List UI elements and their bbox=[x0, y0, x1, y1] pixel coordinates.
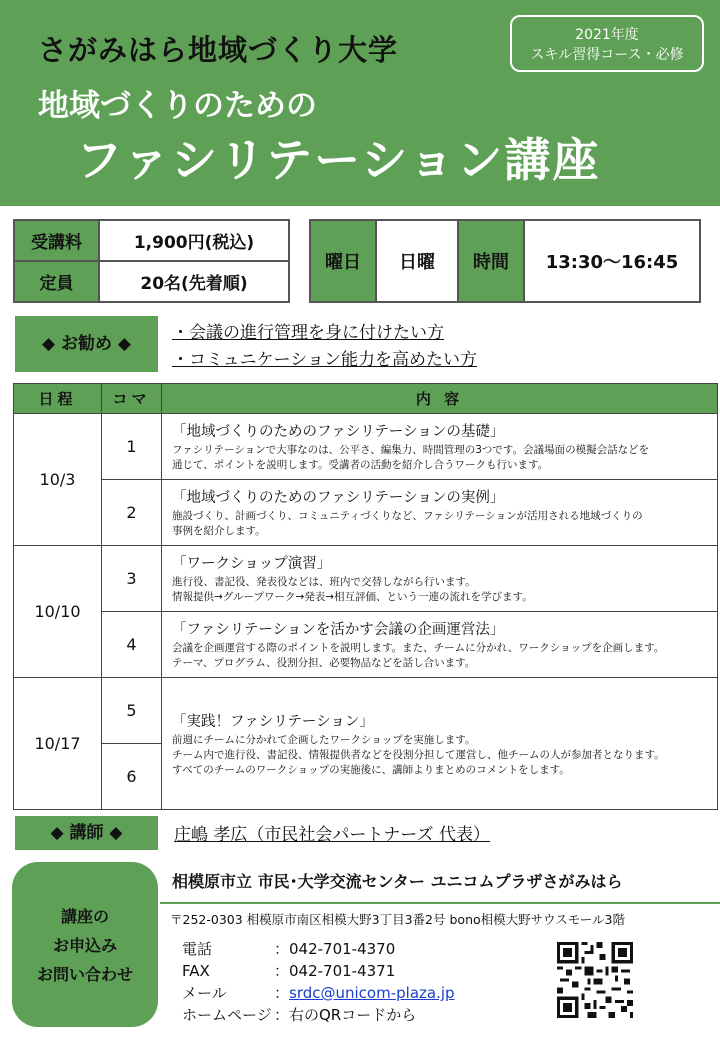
lecturer-name: 庄嶋 孝広（市民社会パートナーズ 代表） bbox=[174, 825, 490, 845]
program-table bbox=[13, 383, 718, 810]
header-date: 日程 bbox=[14, 384, 102, 414]
capacity-value: 20名(先着順) bbox=[99, 261, 289, 302]
session-title: 「地域づくりのためのファシリテーションの基礎」 bbox=[172, 424, 505, 440]
session-desc: 事例を紹介します。 bbox=[172, 525, 266, 537]
session-desc: 前週にチームに分かれて企画したワークショップを実施します。 bbox=[172, 733, 476, 746]
phone-value: ：042-701-4370 bbox=[274, 940, 396, 958]
time-value: 13:30〜16:45 bbox=[524, 220, 700, 302]
contact-info bbox=[182, 938, 455, 1026]
table-row bbox=[14, 678, 718, 744]
fax-value: ：042-701-4371 bbox=[274, 962, 396, 980]
contact-label-line: 講座の bbox=[60, 907, 109, 926]
organization-name: 相模原市立 市民･大学交流センター ユニコムプラザさがみはら bbox=[172, 872, 623, 891]
capacity-label: 定員 bbox=[14, 261, 99, 302]
course-type: スキル習得コース・必修 bbox=[530, 47, 684, 63]
table-row bbox=[14, 612, 718, 678]
session-desc: ファシリテーションで大事なのは、公平さ、編集力、時間管理の3つです。会議場面の模擬会話などを bbox=[172, 444, 650, 456]
session-title: 「地域づくりのためのファシリテーションの実例」 bbox=[172, 490, 505, 506]
fee-value: 1,900円(税込) bbox=[99, 220, 289, 261]
divider bbox=[160, 902, 720, 904]
recommend-item: ・会議の進行管理を身に付けたい方 bbox=[172, 323, 444, 343]
session-title: 「ワークショップ演習」 bbox=[172, 556, 332, 572]
fee-label: 受講料 bbox=[14, 220, 99, 261]
session-desc: チーム内で進行役、書記役、情報提供者などを役割分担して運営し、他チームの人が参加者となります。 bbox=[172, 748, 665, 761]
year-badge bbox=[510, 15, 704, 72]
header-koma: コマ bbox=[102, 384, 162, 414]
subtitle: 地域づくりのための bbox=[38, 88, 317, 124]
session-number: 4 bbox=[102, 612, 162, 678]
session-date: 10/17 bbox=[14, 678, 102, 810]
header-banner bbox=[0, 0, 720, 206]
session-desc: すべてのチームのワークショップの実施後に、講師よりまとめのコメントをします。 bbox=[172, 763, 570, 776]
university-name: さがみはら地域づくり大学 bbox=[38, 33, 399, 67]
mail-colon: ： bbox=[274, 984, 290, 1002]
contact-label bbox=[12, 862, 158, 1027]
session-content bbox=[162, 546, 718, 612]
session-desc: 会議を企画運営する際のポイントを説明します。また、チームに分かれ、ワークショップを企画します。 bbox=[172, 642, 665, 654]
mail-link[interactable]: srdc@unicom-plaza.jp bbox=[289, 984, 455, 1002]
session-number: 1 bbox=[102, 414, 162, 480]
address: 〒252-0303 相模原市南区相模大野3丁目3番2号 bono相模大野サウスモール3階 bbox=[170, 912, 625, 927]
qr-code-icon[interactable] bbox=[557, 942, 633, 1018]
session-content bbox=[162, 678, 718, 810]
day-value: 日曜 bbox=[376, 220, 458, 302]
session-title: 「ファシリテーションを活かす会議の企画運営法」 bbox=[172, 622, 505, 638]
recommend-item: ・コミュニケーション能力を高めたい方 bbox=[172, 350, 477, 370]
session-date: 10/10 bbox=[14, 546, 102, 678]
header-content: 内 容 bbox=[162, 384, 718, 414]
lecturer-label: ◆ 講師 ◆ bbox=[15, 816, 158, 850]
time-label: 時間 bbox=[458, 220, 524, 302]
contact-label-line: お問い合わせ bbox=[36, 965, 133, 984]
session-desc: 情報提供→グループワーク→発表→相互評価、という一連の流れを学びます。 bbox=[172, 591, 533, 603]
table-row bbox=[14, 480, 718, 546]
fee-table bbox=[13, 219, 290, 303]
phone-label: 電話 bbox=[182, 940, 213, 958]
session-title: 「実践！ファシリテーション」 bbox=[172, 713, 374, 730]
fax-label: FAX bbox=[182, 962, 210, 980]
web-label: ホームページ bbox=[182, 1006, 272, 1024]
table-row bbox=[14, 546, 718, 612]
recommend-label: ◆ お勧め ◆ bbox=[15, 316, 158, 372]
contact-label-line: お申込み bbox=[52, 936, 117, 955]
session-desc: 進行役、書記役、発表役などは、班内で交替しながら行います。 bbox=[172, 576, 476, 588]
session-desc: 施設づくり、計画づくり、コミュニティづくりなど、ファシリテーションが活用される地域づくりの bbox=[172, 510, 643, 522]
course-title: ファシリテーション講座 bbox=[76, 133, 601, 187]
day-label: 曜日 bbox=[310, 220, 376, 302]
session-number: 5 bbox=[102, 678, 162, 744]
table-row bbox=[14, 414, 718, 480]
session-desc: テーマ、プログラム、役割分担、必要物品などを話し合います。 bbox=[172, 657, 476, 669]
session-content bbox=[162, 612, 718, 678]
year: 2021年度 bbox=[575, 27, 639, 43]
session-content bbox=[162, 480, 718, 546]
session-number: 6 bbox=[102, 744, 162, 810]
schedule-table bbox=[309, 219, 701, 303]
session-number: 3 bbox=[102, 546, 162, 612]
session-content bbox=[162, 414, 718, 480]
session-date: 10/3 bbox=[14, 414, 102, 546]
web-value: ：右のQRコードから bbox=[274, 1006, 417, 1024]
recommend-list bbox=[172, 320, 477, 374]
session-desc: 通じて、ポイントを説明します。受講者の活動を紹介し合うワークも行います。 bbox=[172, 459, 549, 471]
session-number: 2 bbox=[102, 480, 162, 546]
mail-label: メール bbox=[182, 984, 227, 1002]
